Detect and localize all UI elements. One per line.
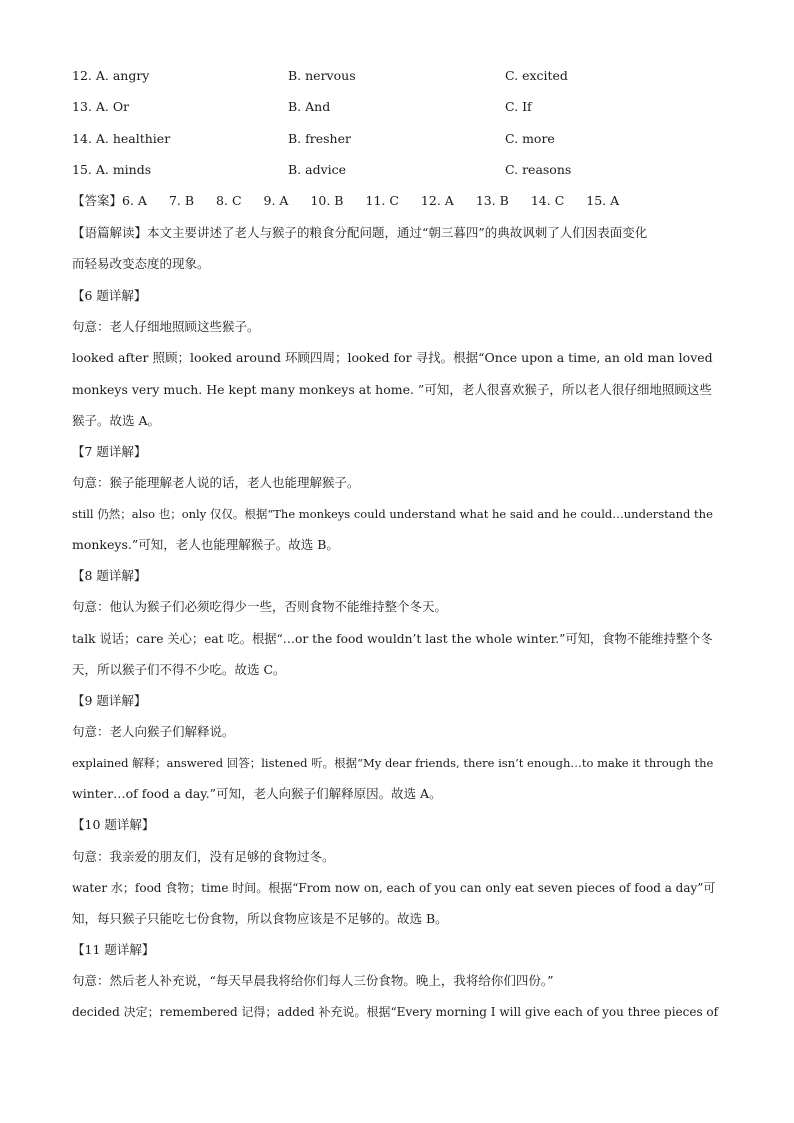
section-heading-9: 【9 题详解】 — [72, 693, 147, 708]
option-12-b: B. nervous — [288, 68, 356, 83]
section-9-line: explained 解释；answered 回答；listened 听。根据“My dear friends, there isn’t enough…to make it through the — [72, 756, 714, 770]
answer-item: 14. C — [530, 193, 565, 208]
option-13-a: 13. A. Or — [72, 99, 130, 114]
option-15-c: C. reasons — [505, 162, 572, 177]
answer-key — [72, 191, 722, 211]
section-9-line: winter…of food a day.”可知，老人向猴子们解释原因。故选 A。 — [72, 786, 442, 801]
option-12-c: C. excited — [505, 68, 568, 83]
section-8-line: 句意：他认为猴子们必须吃得少一些，否则食物不能维持整个冬天。 — [72, 599, 448, 614]
option-14-c: C. more — [505, 131, 555, 146]
section-heading-8: 【8 题详解】 — [72, 568, 147, 583]
section-7-line: still 仍然；also 也；only 仅仅。根据“The monkeys could understand what he said and he could…understand the — [72, 507, 713, 521]
answer-item: 6. A — [122, 193, 147, 208]
answer-item: 8. C — [216, 193, 242, 208]
option-14-b: B. fresher — [288, 131, 351, 146]
section-8-line: 天，所以猴子们不得不少吃。故选 C。 — [72, 662, 286, 677]
answer-item: 7. B — [168, 193, 195, 208]
option-14-a: 14. A. healthier — [72, 131, 171, 146]
reading-summary-line-2: 而轻易改变态度的现象。 — [72, 256, 210, 271]
answer-item: 12. A — [420, 193, 454, 208]
section-heading-10: 【10 题详解】 — [72, 817, 155, 832]
section-heading-6: 【6 题详解】 — [72, 288, 147, 303]
answer-item: 13. B — [475, 193, 509, 208]
section-9-line: 句意：老人向猴子们解释说。 — [72, 724, 235, 739]
section-heading-11: 【11 题详解】 — [72, 942, 155, 957]
section-7-line: monkeys.”可知，老人也能理解猴子。故选 B。 — [72, 537, 339, 552]
section-6-line: looked after 照顾；looked around 环顾四周；looked for 寻找。根据“Once upon a time, an old man loved — [72, 350, 713, 365]
option-15-b: B. advice — [288, 162, 347, 177]
section-10-line: 知，每只猴子只能吃七份食物，所以食物应该是不足够的。故选 B。 — [72, 911, 448, 926]
section-11-line: decided 决定；remembered 记得；added 补充说。根据“Every morning I will give each of you three pieces of — [72, 1005, 719, 1019]
section-heading-7: 【7 题详解】 — [72, 444, 147, 459]
option-15-a: 15. A. minds — [72, 162, 152, 177]
option-13-c: C. If — [505, 99, 532, 114]
option-12-a: 12. A. angry — [72, 68, 150, 83]
answer-item: 11. C — [365, 193, 399, 208]
answer-label: 【答案】 — [72, 193, 123, 208]
section-6-line: 句意：老人仔细地照顾这些猴子。 — [72, 319, 260, 334]
answer-item: 10. B — [310, 193, 344, 208]
section-6-line: 猴子。故选 A。 — [72, 413, 161, 428]
section-7-line: 句意：猴子能理解老人说的话，老人也能理解猴子。 — [72, 475, 360, 490]
section-10-line: 句意：我亲爱的朋友们，没有足够的食物过冬。 — [72, 849, 335, 864]
answer-item: 15. A — [586, 193, 620, 208]
section-10-line: water 水；food 食物；time 时间。根据“From now on, each of you can only eat seven pieces of food a day”可 — [72, 881, 716, 895]
reading-summary-line-1: 【语篇解读】本文主要讲述了老人与猴子的粮食分配问题，通过“朝三暮四”的典故讽刺了人们因表面变化 — [72, 225, 648, 240]
section-8-line: talk 说话；care 关心；eat 吃。根据“…or the food wouldn’t last the whole winter.”可知，食物不能维持整个冬 — [72, 632, 713, 646]
option-13-b: B. And — [288, 99, 331, 114]
section-11-line: 句意：然后老人补充说，“每天早晨我将给你们每人三份食物。晚上，我将给你们四份。” — [72, 973, 554, 988]
answer-item: 9. A — [263, 193, 289, 208]
section-6-line: monkeys very much. He kept many monkeys at home. ”可知，老人很喜欢猴子，所以老人很仔细地照顾这些 — [72, 382, 712, 397]
